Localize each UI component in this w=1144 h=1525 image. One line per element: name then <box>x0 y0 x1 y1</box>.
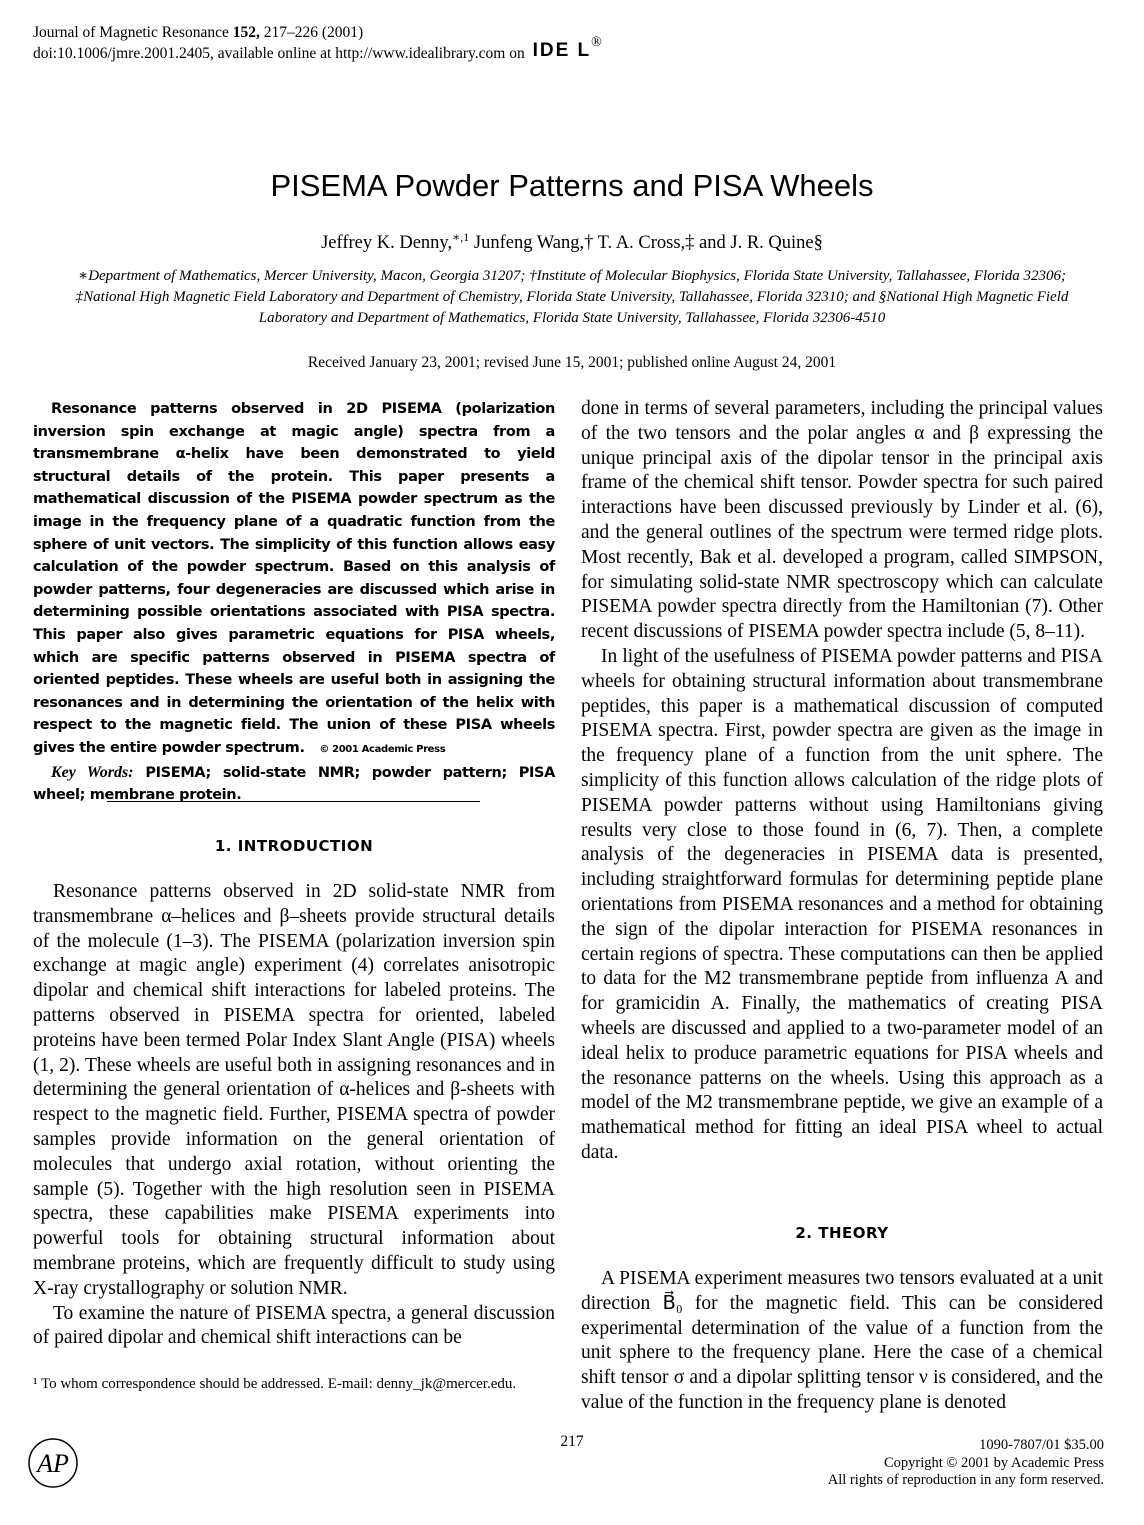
ideal-logo-text: IDE L <box>532 40 592 61</box>
received-dates: Received January 23, 2001; revised June 15, 2001; published online August 24, 2001 <box>307 354 837 371</box>
affiliations: ∗Department of Mathematics, Mercer University, Macon, Georgia 31207; †Institute of Molecular Biophysics, Florida State University, Tallahassee, Florida 32306; ‡National High Magnetic Field Laboratory and Department of Chemistry, Florida State University, Tallahassee, Florida 32310; and §National High Magnetic Field Laboratory and Department of Mathematics, Florida State University, Tallahassee, Florida 32306-4510 <box>75 268 1069 326</box>
section-heading-theory: 2. THEORY <box>795 1224 889 1242</box>
doi-text: doi:10.1006/jmre.2001.2405, available online at http://www.idealibrary.com on <box>33 45 525 63</box>
journal-citation <box>33 22 602 43</box>
theory-paragraph-1: A PISEMA experiment measures two tensors evaluated at a unit direction B⃗₀ for the magnetic field. This can be considered experimental determination of the value of a function from the unit sphere to the frequency plane. Here the case of a chemical shift tensor σ and a dipolar splitting tensor ν is considered, and the value of the function in the frequency plane is denoted <box>581 1268 1103 1413</box>
copyright-line: Copyright © 2001 by Academic Press <box>883 1454 1104 1471</box>
abstract-divider <box>107 801 480 802</box>
author-4: and J. R. Quine§ <box>699 233 823 254</box>
intro-paragraph-2: To examine the nature of PISEMA spectra, a general discussion of paired dipolar and chemical shift interactions can be <box>33 1302 555 1349</box>
right-column-body <box>581 397 1103 1166</box>
keywords-text: PISEMA; solid-state NMR; powder pattern; PISA wheel; membrane protein. <box>33 764 556 804</box>
theory-body <box>581 1267 1103 1416</box>
issn-price: 1090-7807/01 $35.00 <box>979 1437 1104 1453</box>
right-paragraph-2: In light of the usefulness of PISEMA powder patterns and PISA wheels for obtaining structural information about transmembrane peptides, this paper is a mathematical discussion of computed PISEMA spectra. First, powder spectra are given as the image in the frequency plane of a function from the unit sphere. The simplicity of this function allows calculation of the ridge plots of PISEMA powder patterns without using Hamiltonians giving results very close to those found in (6, 7). Then, a complete analysis of the degeneracies in PISEMA data is presented, including straightforward formulas for determining peptide plane orientations from PISEMA resonances and a method for obtaining the sign of the dipolar interaction for PISEMA resonances in certain regions of spectra. These computations can then be applied to data for the M2 transmembrane peptide from influenza A and for gramicidin A. Finally, the mathematics of creating PISA wheels are discussed and applied to a two-parameter model of an ideal helix to produce parametric equations for PISA wheels and the resonance patterns on the wheels. Using this approach as a model of the M2 transmembrane peptide, we give an example of a mathematical method for fitting an ideal PISA wheel to actual data. <box>581 645 1103 1163</box>
journal-pages: 217–226 (2001) <box>263 24 364 41</box>
abstract-copyright: © 2001 Academic Press <box>319 743 446 755</box>
author-1: Jeffrey K. Denny, <box>321 233 453 254</box>
introduction-body <box>33 880 555 1351</box>
section-heading-introduction: 1. INTRODUCTION <box>214 837 374 855</box>
author-list <box>0 230 1144 254</box>
rights-line: All rights of reproduction in any form reserved. <box>827 1472 1104 1488</box>
abstract <box>33 398 555 807</box>
author-1-mark: ∗,1 <box>452 230 470 244</box>
paper-title: PISEMA Powder Patterns and PISA Wheels <box>270 168 874 203</box>
abstract-paragraph <box>33 398 555 762</box>
doi-line <box>33 35 602 66</box>
author-2: Junfeng Wang,† <box>473 233 594 254</box>
copyright-block <box>828 1437 1104 1490</box>
journal-header <box>33 22 602 66</box>
author-3: T. A. Cross,‡ <box>597 233 695 254</box>
keywords <box>33 762 555 807</box>
journal-name: Journal of Magnetic Resonance <box>33 24 229 41</box>
intro-paragraph-1: Resonance patterns observed in 2D solid-state NMR from transmembrane α–helices and β–sheets provide structural details of the molecule (1–3). The PISEMA (polarization inversion spin exchange at magic angle) experiment (4) correlates anisotropic dipolar and chemical shift interactions for labeled proteins. The patterns observed in PISEMA spectra for oriented, labeled proteins have been termed Polar Index Slant Angle (PISA) wheels (1, 2). These wheels are useful both in assigning resonances and in determining the general orientation of α-helices and β-sheets with respect to the magnetic field. Further, PISEMA spectra of powder samples provide information on the general orientation of molecules that undergo axial rotation, without orienting the sample (5). Together with the high resolution seen in PISEMA spectra, these capabilities make PISEMA experiments into powerful tools for obtaining structural information about membrane proteins, which are frequently difficult to study using X-ray crystallography or solution NMR. <box>33 881 555 1299</box>
footnote: ¹ To whom correspondence should be addressed. E-mail: denny_jk@mercer.edu. <box>33 1376 517 1392</box>
page-number: 217 <box>560 1433 584 1450</box>
keywords-label: Key Words: <box>51 763 134 781</box>
journal-volume: 152, <box>232 24 260 41</box>
right-paragraph-1: done in terms of several parameters, including the principal values of the two tensors and the polar angles α and β expressing the unique principal axis of the dipolar tensor in the principal axis frame of the chemical shift tensor. Powder spectra for such paired interactions have been discussed previously by Linder et al. (6), and the general outlines of the spectrum were termed ridge plots. Most recently, Bak et al. developed a program, called SIMPSON, for simulating solid-state NMR spectroscopy which can calculate PISEMA powder spectra directly from the Hamiltonian (7). Other recent discussions of PISEMA powder spectra include (5, 8–11). <box>581 398 1103 643</box>
logo-letters: AP <box>37 1449 69 1478</box>
abstract-text: Resonance patterns observed in 2D PISEMA (polarization inversion spin exchange at magic angle) spectra from a transmembrane α-helix have been demonstrated to yield structural details of the protein. This paper presents a mathematical discussion of the PISEMA powder spectrum as the image in the frequency plane of a quadratic function from the sphere of unit vectors. The simplicity of this function allows easy calculation of the powder spectrum. Based on this analysis of powder patterns, four degeneracies are discussed which arise in determining possible orientations associated with PISA spectra. This paper also gives parametric equations for PISA wheels, which are specific patterns observed in PISEMA spectra of oriented peptides. These wheels are useful both in assigning the resonances and in determining the orientation of the helix with respect to the magnetic field. The union of these PISA wheels gives the entire powder spectrum. <box>33 401 555 756</box>
registered-mark: ® <box>591 35 602 50</box>
ideal-logo <box>532 35 602 63</box>
